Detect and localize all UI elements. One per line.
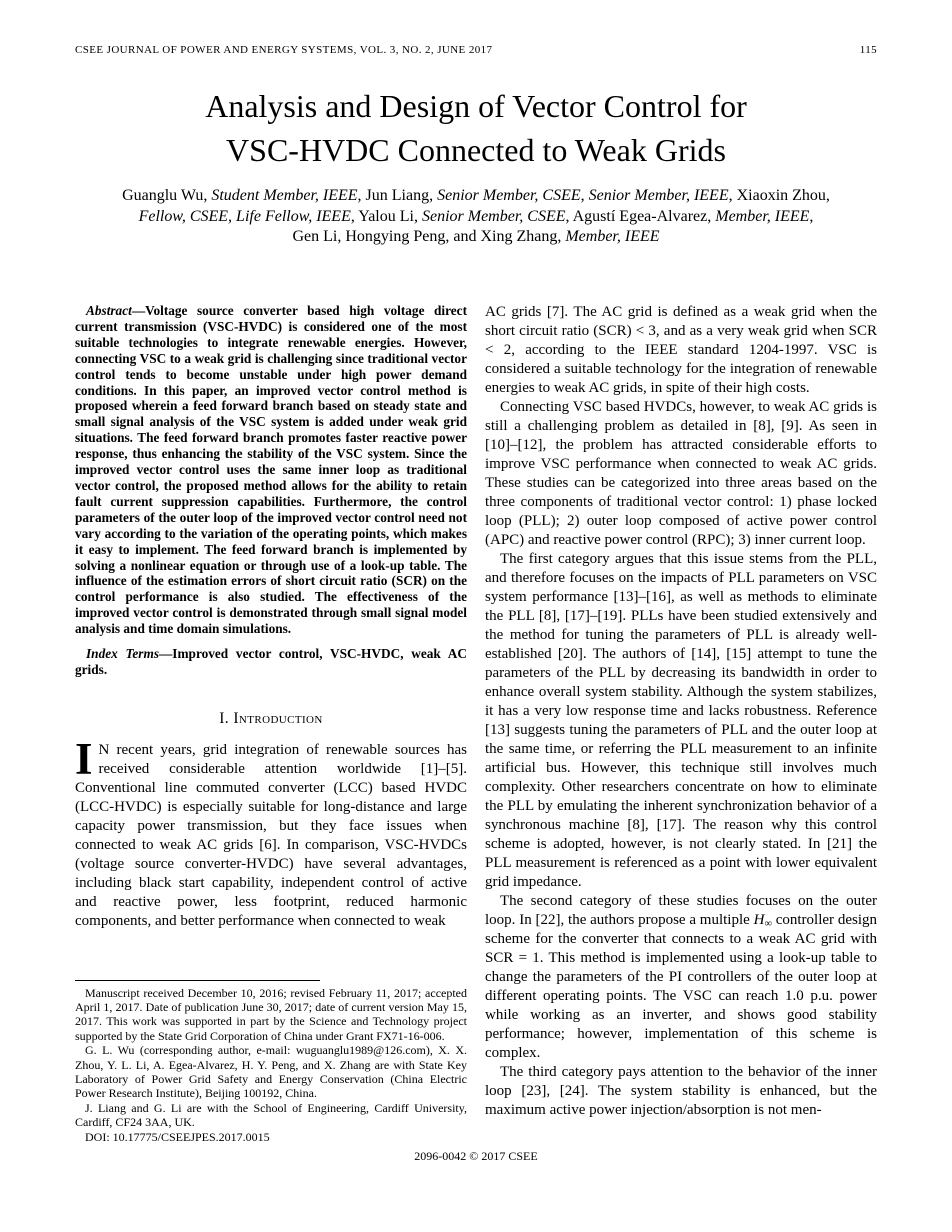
introduction-paragraph-text: N recent years, grid integration of renewable sources has received considerable attention worldwide [1]–[5]. Conventional line commuted converter (LCC) based HVDC (LCC-HVDC) is especially suitable for long-distance and large capacity power transmission, but they face issues when connected to weak AC grids [6]. In comparison, VSC-HVDCs (voltage source converter-HVDC) have several advantages, including black start capability, independent control of active and reactive power, less footprint, reduced harmonic components, and better performance when connected to weak [75,741,467,929]
body-paragraph-1: AC grids [7]. The AC grid is defined as a weak grid when the short circuit ratio (SCR) < 3, and as a very weak grid when SCR < 2, according to the IEEE standard 1204-1997. VSC is considered a suitable technology for the integration of renewable energies to weak AC grids, in spite of their high costs. [485,304,877,396]
body-paragraph-4: The second category of these studies focuses on the outer loop. In [22], the authors propose a multiple H∞ controller design scheme for the converter that connects to a weak AC grid with SCR = 1. This method is implemented using a look-up table to change the parameters of the PI controllers of the outer loop at different operating points. The VSC can reach 1.0 p.u. power while working as an inverter, and shows good stability performance; however, implementation of this scheme is complex. [485,893,877,1061]
paper-title-line-2: VSC-HVDC Connected to Weak Grids [226,132,726,168]
footnote-affiliation-1: G. L. Wu (corresponding author, e-mail: wuguanglu1989@126.com), X. X. Zhou, Y. L. Li, A. Egea-Alvarez, H. Y. Peng, and X. Zhang are with State Key Laboratory of Power Grid Safety and Energy Conservation (China Electric Power Research Institute), Beijing 100192, China. [75,1043,467,1101]
body-paragraph-2: Connecting VSC based HVDCs, however, to weak AC grids is still a challenging problem as detailed in [8], [9]. As seen in [10]–[12], the problem has attracted considerable efforts to improve VSC performance when connected to weak AC grids. These studies can be categorized into three areas based on the three components of traditional vector control: 1) phase locked loop (PLL); 2) outer loop composed of active power control (APC) and reactive power control (RPC); 3) inner current loop. [485,399,877,548]
paper-title-line-1: Analysis and Design of Vector Control for [205,88,747,124]
section-heading-introduction: I. Introduction [219,709,323,727]
author-line-1: Guanglu Wu, Student Member, IEEE, Jun Liang, Senior Member, CSEE, Senior Member, IEEE, Xiaoxin Zhou, [122,187,830,204]
footnote-manuscript-history: Manuscript received December 10, 2016; revised February 11, 2017; accepted April 1, 2017. Date of publication June 30, 2017; date of current version May 15, 2017. This work was supported in part by the Science and Technology project supported by the State Grid Corporation of China under Grant FX71-16-006. [75,985,467,1043]
footnote-rule [75,980,320,981]
footnote-doi: DOI: 10.17775/CSEEJPES.2017.0015 [85,1129,270,1144]
right-column [485,303,877,1144]
author-line-3: Gen Li, Hongying Peng, and Xing Zhang, Member, IEEE [292,228,660,245]
introduction-paragraph [75,733,467,931]
first-page-footnote [75,980,467,1144]
journal-header-text: CSEE JOURNAL OF POWER AND ENERGY SYSTEMS, VOL. 3, NO. 2, JUNE 2017 [75,44,493,56]
author-line-2: Fellow, CSEE, Life Fellow, IEEE, Yalou Li, Senior Member, CSEE, Agustí Egea-Alvarez, Member, IEEE, [138,207,814,225]
running-header [75,44,877,56]
author-list [76,186,876,248]
paper-title [76,84,876,172]
body-paragraph-5: The third category pays attention to the behavior of the inner loop [23], [24]. The system stability is enhanced, but the maximum active power injection/absorption is not men- [485,1064,877,1118]
left-column [75,303,467,1144]
issn-copyright-footer: 2096-0042 © 2017 CSEE [414,1149,538,1163]
abstract-paragraph: Abstract—Voltage source converter based high voltage direct current transmission (VSC-HVDC) is considered one of the most suitable technologies to integrate renewable energies. However, connecting VSC to a weak grid is challenging since traditional vector control tends to become unstable under high power demand conditions. In this paper, an improved vector control method is proposed wherein a feed forward branch based on steady state and small signal analysis of the VSC system is added under weak grid situations. The feed forward branch promotes faster reactive power response, thus enhancing the stability of the VSC system. Since the improved vector control uses the same inner loop as traditional vector control, the proposed method allows for the ability to retain fault current suppression capabilities. Furthermore, the control parameters of the outer loop of the improved vector control need not vary according to the variation of the operating points, which makes it easy to implement. The feed forward branch is implemented by solving a nonlinear equation or through use of a look-up table. The influence of the estimation errors of short circuit ratio (SCR) on the control performance is also studied. The effectiveness of the improved vector control is demonstrated through small signal model analysis and time domain simulations. [75,303,467,637]
index-terms-paragraph: Index Terms—Improved vector control, VSC-HVDC, weak AC grids. [75,646,467,677]
footnote-affiliation-2: J. Liang and G. Li are with the School of Engineering, Cardiff University, Cardiff, CF24 3AA, UK. [75,1100,467,1130]
body-paragraph-3: The first category argues that this issue stems from the PLL, and therefore focuses on the impacts of PLL parameters on VSC system performance [13]–[16], as well as methods to eliminate the PLL [8], [17]–[19]. PLLs have been studied extensively and the method for tuning the parameters of PLL is already well-established [20]. The authors of [14], [15] attempt to tune the parameters of the PLL by decreasing its bandwidth in order to enhance overall system stability. Although the system stabilizes, it has a very low response time and lacks robustness. Reference [13] suggests tuning the parameters of PLL and the outer loop at the same time, or referring the PLL measurement to an infinite artificial bus. However, this technique still involves much complexity. Other researchers concentrate on how to eliminate the PLL by emulating the inherent synchronization behavior of a synchronous machine [8], [17]. The reason why this control scheme is adopted, however, is not clearly stated. In [21] the PLL measurement is referenced as a point with lower equivalent grid impedance. [485,551,877,890]
drop-cap: I [75,733,93,784]
two-column-body [75,303,877,1144]
page-number: 115 [859,44,877,56]
